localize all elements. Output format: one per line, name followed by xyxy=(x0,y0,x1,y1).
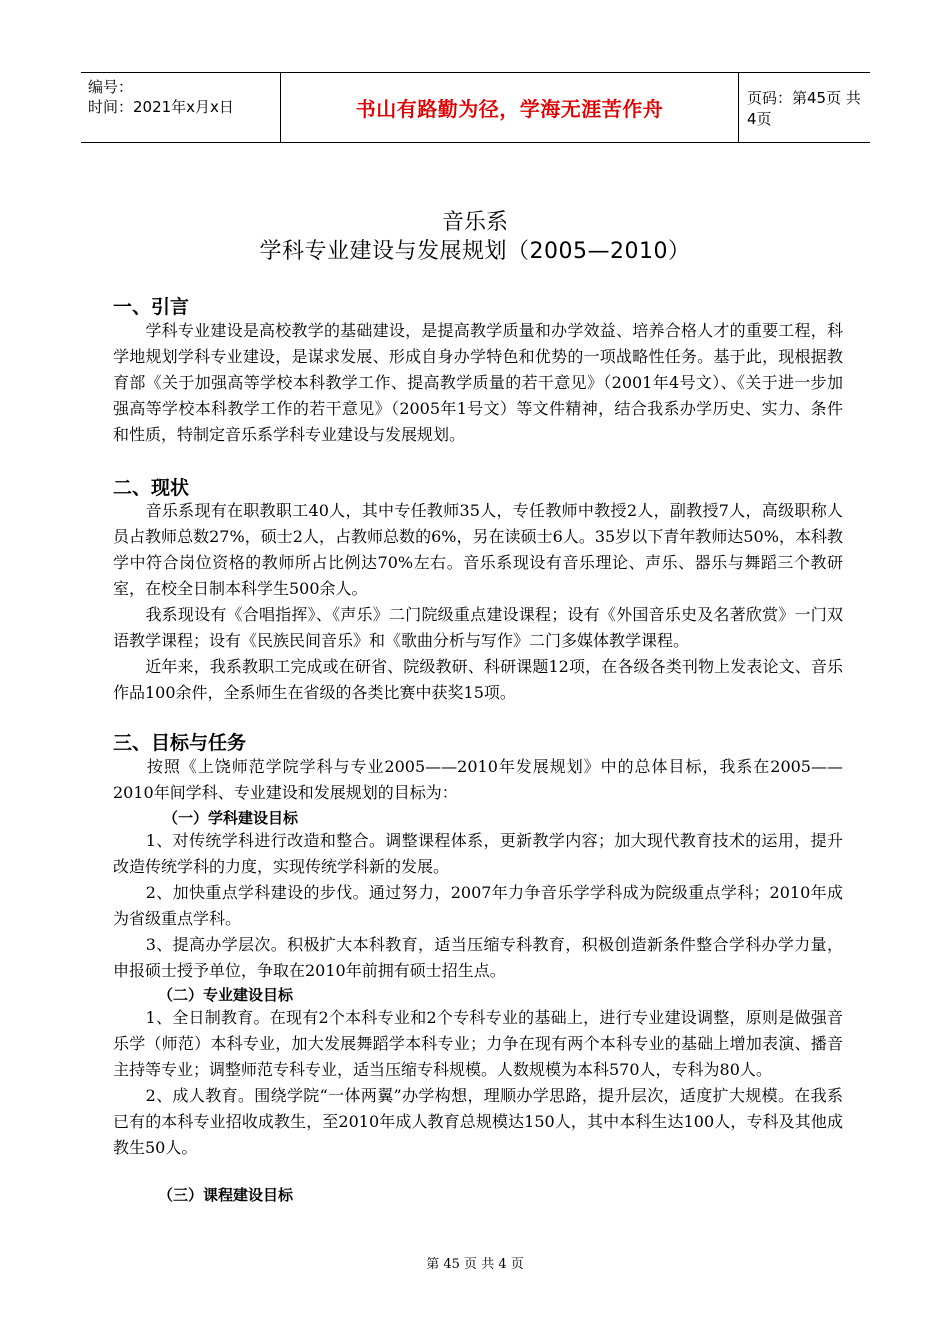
list-discipline-goals xyxy=(113,828,843,984)
list-item: 2、成人教育。围绕学院“一体两翼”办学构想，理顺办学思路，提升层次，适度扩大规模。在我系已有的本科专业招收成教生，至2010年成人教育总规模达150人，其中本科生达100人，专科及其他成教生50人。 xyxy=(113,1086,843,1157)
paragraph-text: 我系现设有《合唱指挥》、《声乐》二门院级重点建设课程；设有《外国音乐史及名著欣赏》一门双语教学课程；设有《民族民间音乐》和《歌曲分析与写作》二门多媒体教学课程。 xyxy=(113,605,843,650)
paragraph-text: 近年来，我系教职工完成或在研省、院级教研、科研课题12项，在各级各类刊物上发表论文、音乐作品100余件，全系师生在省级的各类比赛中获奖15项。 xyxy=(113,657,843,702)
list-item: 1、对传统学科进行改造和整合。调整课程体系，更新教学内容；加大现代教育技术的运用，提升改造传统学科的力度，实现传统学科新的发展。 xyxy=(113,831,843,876)
paragraph-status xyxy=(113,498,843,706)
number-label: 编号： xyxy=(88,78,134,96)
document-title-dept: 音乐系 xyxy=(441,210,508,235)
subheading-discipline: （一）学科建设目标 xyxy=(163,809,299,827)
time-label: 时间：2021年x月x日 xyxy=(88,98,234,116)
list-major-goals xyxy=(113,1005,843,1161)
list-item: 1、全日制教育。在现有2个本科专业和2个专科专业的基础上，进行专业建设调整，原则是做强音乐学（师范）本科专业，加大发展舞蹈学本科专业；力争在现有两个本科专业的基础上增加表演、播音主持等专业；调整师范专科专业，适当压缩专科规模。人数规模为本科570人，专科为80人。 xyxy=(113,1008,843,1079)
page-footer: 第 45 页 共 4 页 xyxy=(426,1257,524,1272)
paragraph-intro xyxy=(113,318,843,448)
section-heading-status: 二、现状 xyxy=(113,477,190,499)
document-title: 学科专业建设与发展规划（2005—2010） xyxy=(259,239,691,264)
motto: 书山有路勤为径，学海无涯苦作舟 xyxy=(281,73,739,142)
section-heading-goals: 三、目标与任务 xyxy=(113,732,247,754)
paragraph-text: 按照《上饶师范学院学科与专业2005——2010年发展规划》中的总体目标，我系在2005——2010年间学科、专业建设和发展规划的目标为： xyxy=(113,757,843,802)
paragraph-goals-intro xyxy=(113,754,843,806)
section-heading-intro: 一、引言 xyxy=(113,296,190,318)
paragraph-text: 音乐系现有在职教职工40人，其中专任教师35人，专任教师中教授2人，副教授7人，高级职称人员占教师总数27%，硕士2人，占教师总数的6%，另在读硕士6人。35岁以下青年教师达50%，本科教学中符合岗位资格的教师所占比例达70%左右。音乐系现设有音乐理论、声乐、器乐与舞蹈三个教研室，在校全日制本科学生500余人。 xyxy=(113,501,843,598)
header-meta-cell xyxy=(81,73,281,142)
list-item: 2、加快重点学科建设的步伐。通过努力，2007年力争音乐学学科成为院级重点学科；2010年成为省级重点学科。 xyxy=(113,883,843,928)
paragraph-text: 学科专业建设是高校教学的基础建设，是提高教学质量和办学效益、培养合格人才的重要工程，科学地规划学科专业建设，是谋求发展、形成自身办学特色和优势的一项战略性任务。基于此，现根据教育部《关于加强高等学校本科教学工作、提高教学质量的若干意见》（2001年4号文）、《关于进一步加强高等学校本科教学工作的若干意见》（2005年1号文）等文件精神，结合我系办学历史、实力、条件和性质，特制定音乐系学科专业建设与发展规划。 xyxy=(113,321,843,444)
page-info: 页码：第45页 共4页 xyxy=(747,88,861,128)
subheading-major: （二）专业建设目标 xyxy=(158,986,294,1004)
list-item: 3、提高办学层次。积极扩大本科教育，适当压缩专科教育，积极创造新条件整合学科办学力量，申报硕士授予单位，争取在2010年前拥有硕士招生点。 xyxy=(113,935,843,980)
header-table xyxy=(81,72,870,143)
subheading-course: （三）课程建设目标 xyxy=(158,1186,294,1204)
